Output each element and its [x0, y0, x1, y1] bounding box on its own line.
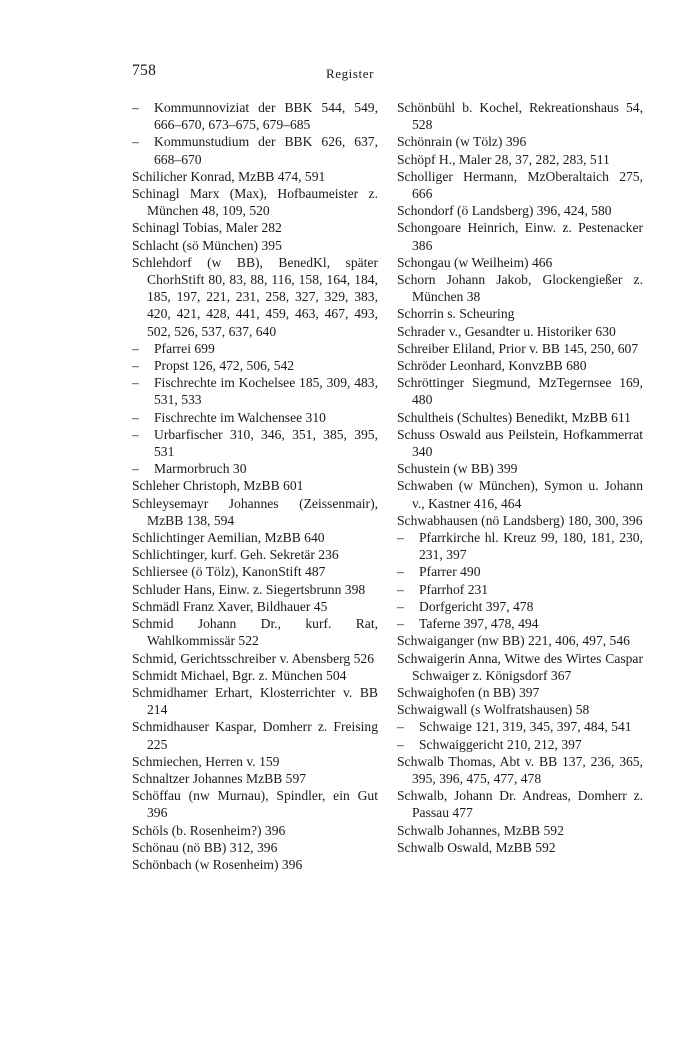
entry-text: Schinagl Marx (Max), Hofbaumeister z. München 48, 109, 520: [132, 186, 378, 219]
index-entry: [132, 237, 378, 254]
entry-text: Urbarfischer 310, 346, 351, 385, 395, 531: [154, 426, 378, 460]
index-entry: [132, 185, 378, 219]
index-entry: [397, 787, 643, 821]
index-subentry: [132, 409, 378, 426]
entry-text: Schwaighofen (n BB) 397: [397, 684, 540, 700]
index-entry: [132, 839, 378, 856]
index-subentry: [397, 563, 643, 580]
index-subentry: [132, 99, 378, 133]
entry-text: Schwalb Thomas, Abt v. BB 137, 236, 365, 395, 396, 475, 477, 478: [397, 753, 643, 786]
index-entry: [397, 99, 643, 133]
subentry-dash: –: [132, 461, 139, 477]
entry-text: Schwaiganger (nw BB) 221, 406, 497, 546: [397, 633, 630, 649]
index-entry: [132, 546, 378, 563]
subentry-dash: –: [397, 736, 404, 752]
entry-text: Schongau (w Weilheim) 466: [397, 254, 553, 270]
entry-text: Kommunnoviziat der BBK 544, 549, 666–670, 673–675, 679–685: [154, 100, 378, 133]
entry-text: Schreiber Eliland, Prior v. BB 145, 250, 607: [397, 340, 639, 356]
index-entry: [132, 684, 378, 718]
index-entry: [132, 581, 378, 598]
entry-text: Schluder Hans, Einw. z. Siegertsbrunn 398: [132, 581, 366, 597]
entry-text: Schultheis (Schultes) Benedikt, MzBB 611: [397, 409, 631, 425]
index-entry: [397, 340, 643, 357]
index-entry: [397, 374, 643, 408]
subentry-dash: –: [132, 358, 139, 374]
index-subentry: [132, 374, 378, 408]
entry-text: Schondorf (ö Landsberg) 396, 424, 580: [397, 203, 612, 219]
index-entry: [397, 305, 643, 322]
entry-text: Schmidt Michael, Bgr. z. München 504: [132, 667, 347, 683]
entry-text: Schwaige 121, 319, 345, 397, 484, 541: [419, 719, 632, 735]
index-entry: [397, 168, 643, 202]
entry-text: Schöpf H., Maler 28, 37, 282, 283, 511: [397, 151, 610, 167]
subentry-dash: –: [397, 564, 404, 580]
index-subentry: [397, 598, 643, 615]
entry-text: Schrader v., Gesandter u. Historiker 630: [397, 323, 616, 339]
index-entry: [132, 168, 378, 185]
index-subentry: [397, 736, 643, 753]
index-entry: [397, 460, 643, 477]
entry-text: Schmid, Gerichtsschreiber v. Abensberg 526: [132, 650, 374, 666]
entry-text: Kommunstudium der BBK 626, 637, 668–670: [154, 134, 378, 167]
index-subentry: [132, 133, 378, 167]
index-entry: [397, 753, 643, 787]
index-subentry: [397, 529, 643, 563]
index-entry: [132, 667, 378, 684]
entry-text: Schmädl Franz Xaver, Bildhauer 45: [132, 598, 328, 614]
entry-text: Pfarrhof 231: [419, 581, 489, 597]
index-entry: [397, 477, 643, 511]
index-entry: [397, 202, 643, 219]
entry-text: Propst 126, 472, 506, 542: [154, 358, 295, 374]
index-entry: [132, 822, 378, 839]
index-entry: [397, 650, 643, 684]
index-entry: [397, 426, 643, 460]
entry-text: Schinagl Tobias, Maler 282: [132, 220, 282, 236]
entry-text: Schustein (w BB) 399: [397, 461, 518, 477]
entry-text: Schleysemayr Johannes (Zeissenmair), MzBB 138, 594: [132, 495, 378, 528]
subentry-dash: –: [132, 100, 139, 115]
entry-text: Schorrin s. Scheuring: [397, 306, 515, 322]
index-entry: [132, 770, 378, 787]
entry-text: Schlacht (sö München) 395: [132, 237, 282, 253]
entry-text: Schongoare Heinrich, Einw. z. Pestenacker 386: [397, 220, 643, 253]
entry-text: Pfarrer 490: [419, 564, 481, 580]
index-entry: [397, 839, 643, 856]
index-entry: [397, 357, 643, 374]
entry-text: Schwaigerin Anna, Witwe des Wirtes Caspar Schwaiger z. Königsdorf 367: [397, 650, 643, 683]
entry-text: Schöls (b. Rosenheim?) 396: [132, 822, 286, 838]
entry-text: Schwalb Johannes, MzBB 592: [397, 822, 564, 838]
entry-text: Schwaigwall (s Wolfratshausen) 58: [397, 702, 590, 718]
index-entry: [132, 529, 378, 546]
index-entry: [132, 650, 378, 667]
subentry-dash: –: [397, 598, 404, 614]
entry-text: Schröttinger Siegmund, MzTegernsee 169, 480: [397, 375, 643, 408]
entry-text: Schmiechen, Herren v. 159: [132, 753, 280, 769]
subentry-dash: –: [397, 719, 404, 735]
index-entry: [397, 271, 643, 305]
index-subentry: [397, 718, 643, 735]
entry-text: Schmidhauser Kaspar, Domherr z. Freising 225: [132, 719, 378, 752]
index-entry: [132, 219, 378, 236]
entry-text: Schönbühl b. Kochel, Rekreationshaus 54, 528: [397, 100, 643, 133]
index-entry: [132, 598, 378, 615]
index-entry: [132, 787, 378, 821]
index-entry: [397, 323, 643, 340]
entry-text: Pfarrkirche hl. Kreuz 99, 180, 181, 230, 231, 397: [419, 530, 643, 563]
entry-text: Schwabhausen (nö Landsberg) 180, 300, 396: [397, 512, 643, 528]
subentry-dash: –: [132, 409, 139, 425]
index-subentry: [397, 615, 643, 632]
running-head: Register: [325, 66, 375, 81]
index-entry: [132, 615, 378, 649]
index-entry: [397, 219, 643, 253]
entry-text: Pfarrei 699: [154, 340, 215, 356]
entry-text: Schwaiggericht 210, 212, 397: [419, 736, 582, 752]
entry-text: Schmid Johann Dr., kurf. Rat, Wahlkommissär 522: [132, 616, 378, 649]
index-entry: [132, 753, 378, 770]
index-entry: [397, 632, 643, 649]
entry-text: Schliersee (ö Tölz), KanonStift 487: [132, 564, 326, 580]
index-entry: [397, 254, 643, 271]
index-entry: [132, 856, 378, 873]
index-column-left: [132, 99, 378, 873]
entry-text: Schönbach (w Rosenheim) 396: [132, 856, 303, 872]
entry-text: Marmorbruch 30: [154, 461, 247, 477]
entry-text: Schöffau (nw Murnau), Spindler, ein Gut 396: [132, 788, 378, 821]
entry-text: Schönrain (w Tölz) 396: [397, 134, 527, 150]
index-subentry: [397, 581, 643, 598]
index-entry: [132, 495, 378, 529]
entry-text: Schröder Leonhard, KonvzBB 680: [397, 358, 587, 374]
entry-text: Schlichtinger, kurf. Geh. Sekretär 236: [132, 547, 339, 563]
subentry-dash: –: [132, 375, 139, 391]
index-entry: [397, 133, 643, 150]
index-entry: [397, 822, 643, 839]
entry-text: Fischrechte im Walchensee 310: [154, 409, 326, 425]
index-entry: [397, 701, 643, 718]
index-entry: [132, 718, 378, 752]
index-subentry: [132, 426, 378, 460]
entry-text: Taferne 397, 478, 494: [419, 616, 539, 632]
subentry-dash: –: [132, 134, 139, 150]
entry-text: Scholliger Hermann, MzOberaltaich 275, 666: [397, 168, 643, 202]
entry-text: Schwalb Oswald, MzBB 592: [397, 839, 556, 855]
page-number: 758: [132, 62, 157, 79]
entry-text: Schmidhamer Erhart, Klosterrichter v. BB 214: [132, 684, 378, 718]
index-subentry: [132, 460, 378, 477]
entry-text: Schleher Christoph, MzBB 601: [132, 478, 304, 494]
entry-text: Schuss Oswald aus Peilstein, Hofkammerrat 340: [397, 426, 643, 460]
index-entry: [132, 563, 378, 580]
entry-text: Fischrechte im Kochelsee 185, 309, 483, 531, 533: [154, 375, 378, 408]
entry-text: Schnaltzer Johannes MzBB 597: [132, 770, 307, 786]
entry-text: Schwalb, Johann Dr. Andreas, Domherr z. Passau 477: [397, 788, 643, 821]
subentry-dash: –: [397, 581, 404, 597]
entry-text: Schwaben (w München), Symon u. Johann v., Kastner 416, 464: [397, 478, 643, 511]
index-subentry: [132, 340, 378, 357]
entry-text: Dorfgericht 397, 478: [419, 598, 534, 614]
index-entry: [397, 409, 643, 426]
index-column-right: [397, 99, 643, 856]
entry-text: Schlehdorf (w BB), BenedKl, später ChorhStift 80, 83, 88, 116, 158, 164, 184, 185, 197, 221, 231, 258, 327, 329, 383, 420, 421, 428, 441, 459, 463, 467, 493, 502, 526, 537, 637, 640: [132, 254, 378, 339]
index-entry: [397, 684, 643, 701]
entry-text: Schlichtinger Aemilian, MzBB 640: [132, 530, 325, 546]
subentry-dash: –: [132, 340, 139, 356]
index-entry: [397, 151, 643, 168]
entry-text: Schorn Johann Jakob, Glockengießer z. München 38: [397, 272, 643, 305]
entry-text: Schilicher Konrad, MzBB 474, 591: [132, 168, 326, 184]
entry-text: Schönau (nö BB) 312, 396: [132, 839, 278, 855]
index-entry: [132, 254, 378, 340]
index-subentry: [132, 357, 378, 374]
index-entry: [397, 512, 643, 529]
index-entry: [132, 477, 378, 494]
subentry-dash: –: [397, 616, 404, 632]
subentry-dash: –: [397, 530, 404, 546]
subentry-dash: –: [132, 426, 139, 442]
